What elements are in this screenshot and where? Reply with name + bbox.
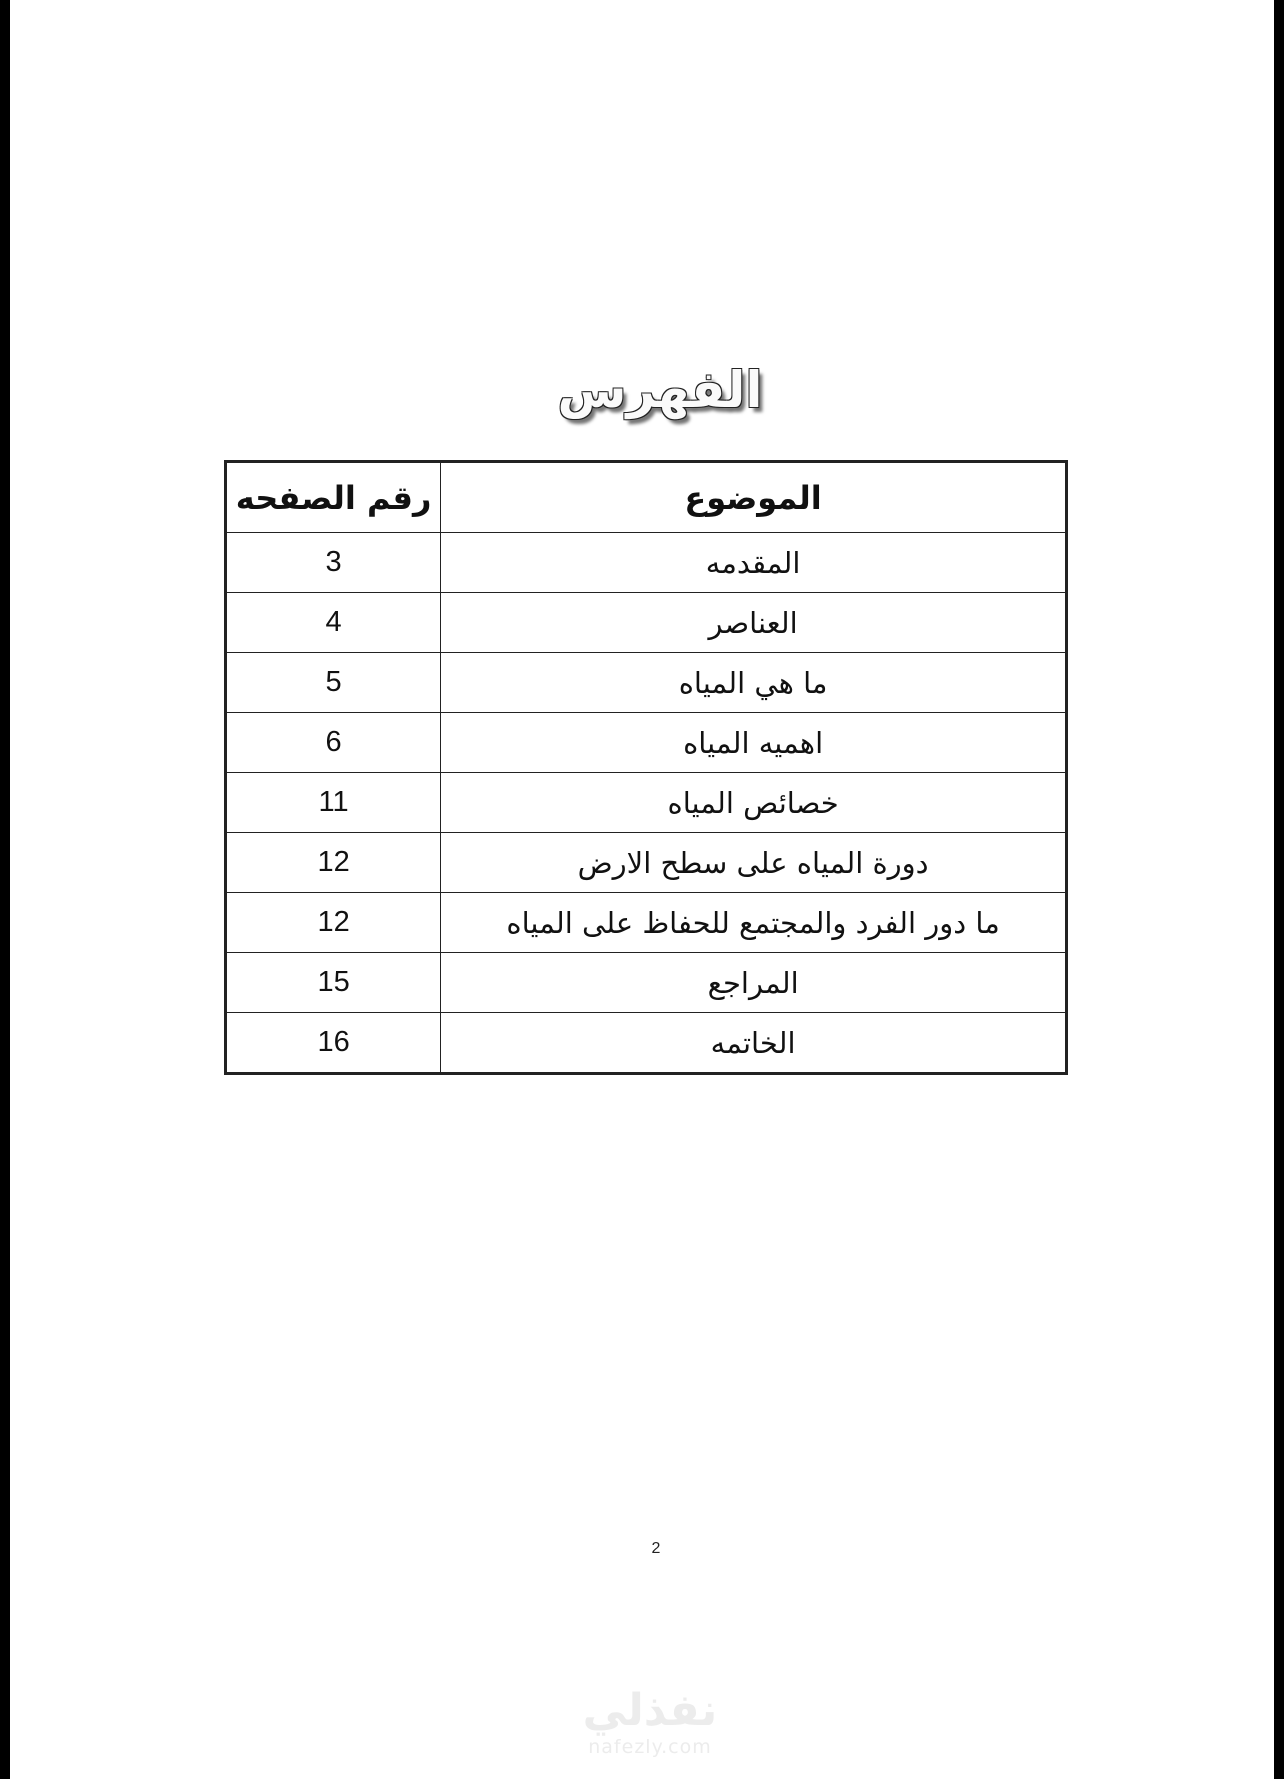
toc-topic: العناصر xyxy=(441,593,1067,653)
toc-page-number: 6 xyxy=(226,713,441,773)
table-row xyxy=(226,533,1067,593)
toc-table xyxy=(224,460,1068,1075)
toc-page-number: 4 xyxy=(226,593,441,653)
toc-page-number: 5 xyxy=(226,653,441,713)
document-page xyxy=(10,0,1274,1779)
table-row xyxy=(226,833,1067,893)
toc-page-number: 15 xyxy=(226,953,441,1013)
toc-header-page: رقم الصفحه xyxy=(226,462,441,533)
toc-page-number: 16 xyxy=(226,1013,441,1074)
toc-topic: الخاتمه xyxy=(441,1013,1067,1074)
page-number: 2 xyxy=(651,1540,661,1557)
toc-page-number: 12 xyxy=(226,893,441,953)
table-row xyxy=(226,653,1067,713)
toc-header-topic: الموضوع xyxy=(441,462,1067,533)
toc-topic: المراجع xyxy=(441,953,1067,1013)
toc-topic: ما دور الفرد والمجتمع للحفاظ على المياه xyxy=(441,893,1067,953)
table-row xyxy=(226,1013,1067,1074)
toc-header-row xyxy=(226,462,1067,533)
toc-page-number: 11 xyxy=(226,773,441,833)
toc-topic: دورة المياه على سطح الارض xyxy=(441,833,1067,893)
watermark-latin: nafezly.com xyxy=(588,1736,712,1758)
table-row xyxy=(226,713,1067,773)
table-row xyxy=(226,773,1067,833)
watermark-logo xyxy=(565,1686,735,1758)
toc-page-number: 12 xyxy=(226,833,441,893)
toc-topic: خصائص المياه xyxy=(441,773,1067,833)
toc-topic: المقدمه xyxy=(441,533,1067,593)
toc-topic: اهميه المياه xyxy=(441,713,1067,773)
table-row xyxy=(226,593,1067,653)
page-title: الفهرس xyxy=(557,361,763,419)
toc-topic: ما هي المياه xyxy=(441,653,1067,713)
watermark-arabic: نفذلي xyxy=(582,1685,718,1736)
table-row xyxy=(226,893,1067,953)
table-row xyxy=(226,953,1067,1013)
toc-page-number: 3 xyxy=(226,533,441,593)
